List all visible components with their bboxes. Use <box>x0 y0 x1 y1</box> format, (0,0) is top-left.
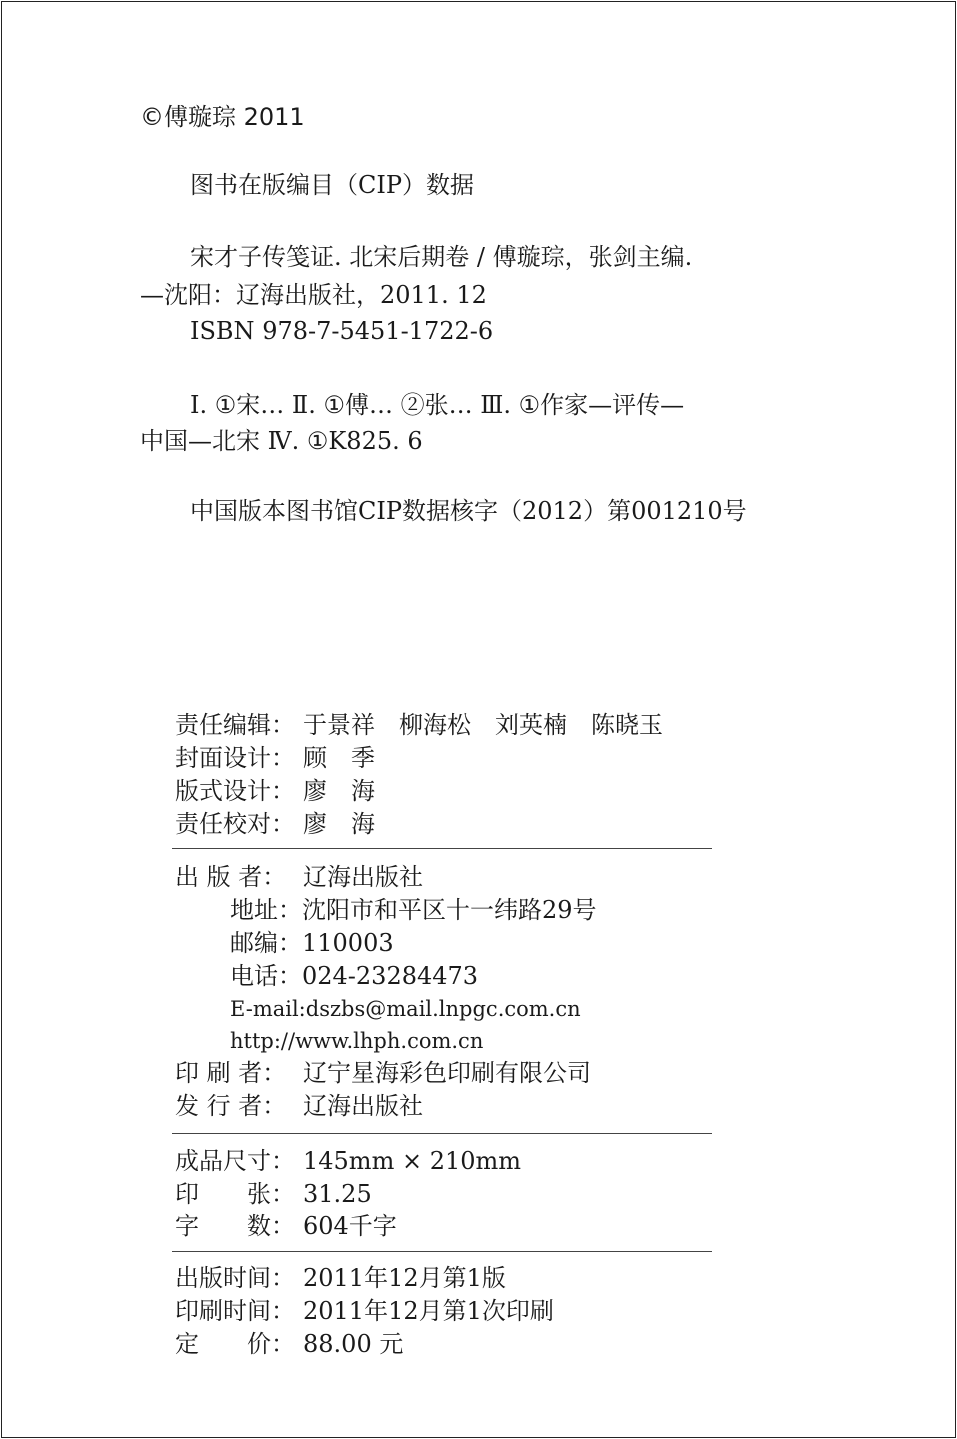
print-date-value: 2011年12月第1次印刷 <box>303 1297 554 1325</box>
price-label: 定 价： <box>175 1330 295 1358</box>
price-value: 88.00 元 <box>303 1330 404 1358</box>
layout-design-row <box>175 776 375 806</box>
publish-date-row <box>175 1263 506 1293</box>
printer-row <box>175 1058 591 1088</box>
price-row <box>175 1329 403 1359</box>
size-label: 成品尺寸： <box>175 1147 295 1175</box>
publisher-postcode: 邮编：110003 <box>230 929 394 957</box>
print-date-label: 印刷时间： <box>175 1297 295 1325</box>
publish-date-label: 出版时间： <box>175 1264 295 1292</box>
cip-record-number: 中国版本图书馆CIP数据核字（2012）第001210号 <box>190 497 747 525</box>
publisher-address: 地址：沈阳市和平区十一纬路29号 <box>230 896 597 924</box>
print-date-row <box>175 1296 554 1326</box>
divider-3 <box>172 1251 712 1252</box>
editor-value: 于景祥 柳海松 刘英楠 陈晓玉 <box>303 711 663 739</box>
editor-label: 责任编辑： <box>175 711 295 739</box>
publisher-label: 出 版 者： <box>175 863 287 891</box>
proofreader-row <box>175 809 375 839</box>
proofreader-value: 廖 海 <box>303 810 375 838</box>
publisher-phone: 电话：024-23284473 <box>230 962 479 990</box>
divider-2 <box>172 1133 712 1134</box>
cip-subject-line-2: 中国—北宋 Ⅳ. ①K825. 6 <box>140 427 423 455</box>
word-count-value: 604千字 <box>303 1212 397 1240</box>
sheets-row <box>175 1179 372 1209</box>
cip-isbn: ISBN 978-7-5451-1722-6 <box>190 317 494 345</box>
proofreader-label: 责任校对： <box>175 810 295 838</box>
publisher-row <box>175 862 423 892</box>
cip-heading: 图书在版编目（CIP）数据 <box>190 171 474 199</box>
cover-design-label: 封面设计： <box>175 744 295 772</box>
cip-title-line-1: 宋才子传笺证. 北宋后期卷 / 傅璇琮，张剑主编. <box>190 243 693 271</box>
divider-1 <box>172 848 712 849</box>
distributor-label: 发 行 者： <box>175 1092 287 1120</box>
printer-label: 印 刷 者： <box>175 1059 287 1087</box>
copyright-line: ©傅璇琮 2011 <box>140 103 305 131</box>
publish-date-value: 2011年12月第1版 <box>303 1264 506 1292</box>
distributor-value: 辽海出版社 <box>303 1092 423 1120</box>
sheets-value: 31.25 <box>303 1180 372 1208</box>
layout-design-value: 廖 海 <box>303 777 375 805</box>
word-count-row <box>175 1211 397 1241</box>
publisher-name: 辽海出版社 <box>303 863 423 891</box>
cip-subject-line-1: Ⅰ. ①宋… Ⅱ. ①傅… ②张… Ⅲ. ①作家—评传— <box>190 391 685 419</box>
sheets-label: 印 张： <box>175 1180 295 1208</box>
cip-title-line-2: —沈阳：辽海出版社，2011. 12 <box>140 281 487 309</box>
publisher-email: E-mail:dszbs@mail.lnpgc.com.cn <box>230 997 581 1021</box>
distributor-row <box>175 1091 423 1121</box>
publisher-website: http://www.lhph.com.cn <box>230 1029 484 1053</box>
size-row <box>175 1146 521 1176</box>
word-count-label: 字 数： <box>175 1212 295 1240</box>
cover-design-row <box>175 743 375 773</box>
layout-design-label: 版式设计： <box>175 777 295 805</box>
cover-design-value: 顾 季 <box>303 744 375 772</box>
printer-value: 辽宁星海彩色印刷有限公司 <box>303 1059 591 1087</box>
editor-row <box>175 710 663 740</box>
size-value: 145mm × 210mm <box>303 1147 522 1175</box>
